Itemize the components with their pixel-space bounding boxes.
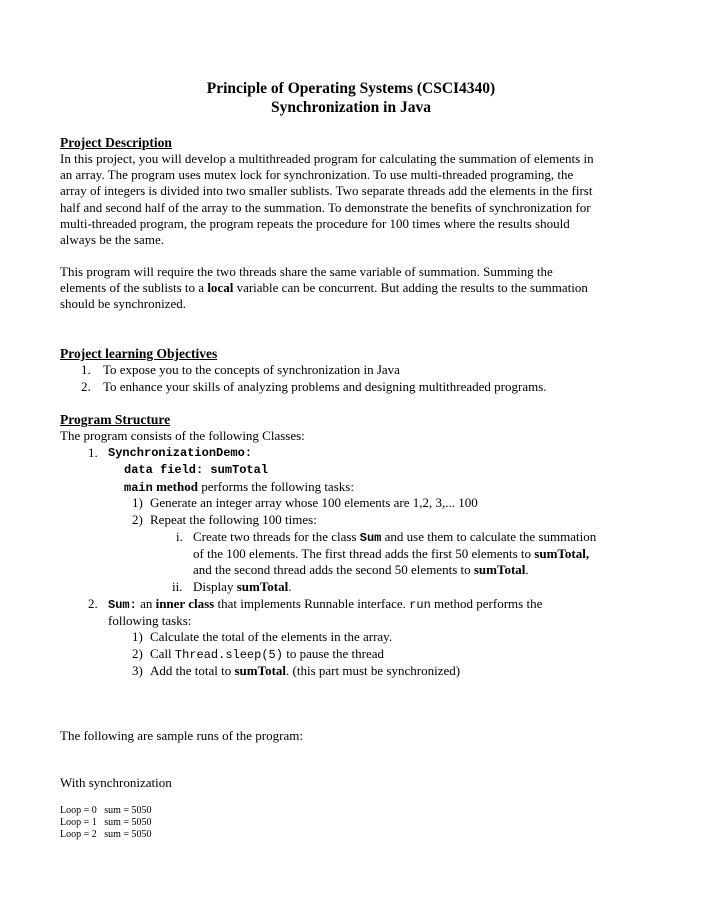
document-subtitle: Synchronization in Java (271, 99, 431, 116)
task-number: 1) (132, 495, 143, 510)
task-item: Call Thread.sleep(5) to pause the thread (150, 646, 385, 662)
objective-number: 1. (81, 362, 91, 377)
sum-class-line: Sum: an inner class that implements Runnable interface. run method performs the (108, 596, 543, 612)
subtask-continuation: and the second thread adds the second 50 elements to sumTotal. (193, 562, 529, 577)
description-line: always be the same. (60, 232, 164, 248)
samples-intro: The following are sample runs of the program: (60, 728, 303, 743)
class-name-synchronizationdemo: SynchronizationDemo: (108, 446, 253, 460)
description-line: an array. The program uses mutex lock for synchronization. To use multi-threaded programing, the (60, 167, 574, 183)
description-line: This program will require the two threads share the same variable of summation. Summing the (60, 264, 553, 279)
objective-number: 2. (81, 379, 91, 394)
task-number: 3) (132, 663, 143, 678)
task-number: 1) (132, 629, 143, 644)
main-method-line: main method performs the following tasks: (124, 479, 354, 495)
class-number: 1. (88, 445, 98, 460)
task-number: 2) (132, 646, 143, 661)
description-line: half and second half of the array to the summation. To demonstrate the benefits of synchronization for (60, 199, 591, 215)
task-item: Calculate the total of the elements in the array. (150, 629, 393, 644)
structure-intro: The program consists of the following Classes: (60, 428, 305, 443)
description-paragraph-2 (60, 264, 650, 313)
task-item: Repeat the following 100 times: (150, 512, 317, 527)
description-line: elements of the sublists to a local variable can be concurrent. But adding the results to the summation (60, 280, 588, 296)
objectives-heading: Project learning Objectives (60, 346, 218, 361)
description-heading: Project Description (60, 135, 172, 150)
description-paragraph-1 (60, 151, 650, 248)
objective-item: To expose you to the concepts of synchronization in Java (103, 362, 400, 377)
description-line: array of integers is divided into two smaller sublists. Two separate threads add the elements in the first (60, 183, 593, 199)
task-number: 2) (132, 512, 143, 527)
sample-run-line: Loop = 1 sum = 5050 (60, 817, 152, 828)
subtask-continuation: of the 100 elements. The first thread adds the first 50 elements to sumTotal, (193, 546, 590, 561)
description-line: should be synchronized. (60, 296, 187, 312)
task-item: Add the total to sumTotal. (this part must be synchronized) (150, 663, 461, 678)
data-field-line: data field: sumTotal (124, 463, 269, 477)
description-line: In this project, you will develop a multithreaded program for calculating the summation of elements in (60, 151, 594, 166)
structure-heading: Program Structure (60, 412, 171, 427)
description-line: multi-threaded program, the program repeats the procedure for 100 times where the results should (60, 215, 570, 231)
subtask-item: Create two threads for the class Sum and use them to calculate the summation (193, 529, 597, 545)
document-title: Principle of Operating Systems (CSCI4340) (206, 80, 496, 97)
objective-item: To enhance your skills of analyzing problems and designing multithreaded programs. (103, 379, 547, 394)
sum-class-continuation: following tasks: (108, 613, 192, 628)
class-number: 2. (88, 596, 98, 611)
subtask-item: Display sumTotal. (193, 579, 292, 594)
sample-run-line: Loop = 0 sum = 5050 (60, 805, 152, 816)
task-item: Generate an integer array whose 100 elements are 1,2, 3,... 100 (150, 495, 478, 510)
samples-label: With synchronization (60, 775, 172, 790)
subtask-number: i. (176, 529, 183, 544)
sample-run-line: Loop = 2 sum = 5050 (60, 829, 152, 840)
subtask-number: ii. (172, 579, 183, 594)
